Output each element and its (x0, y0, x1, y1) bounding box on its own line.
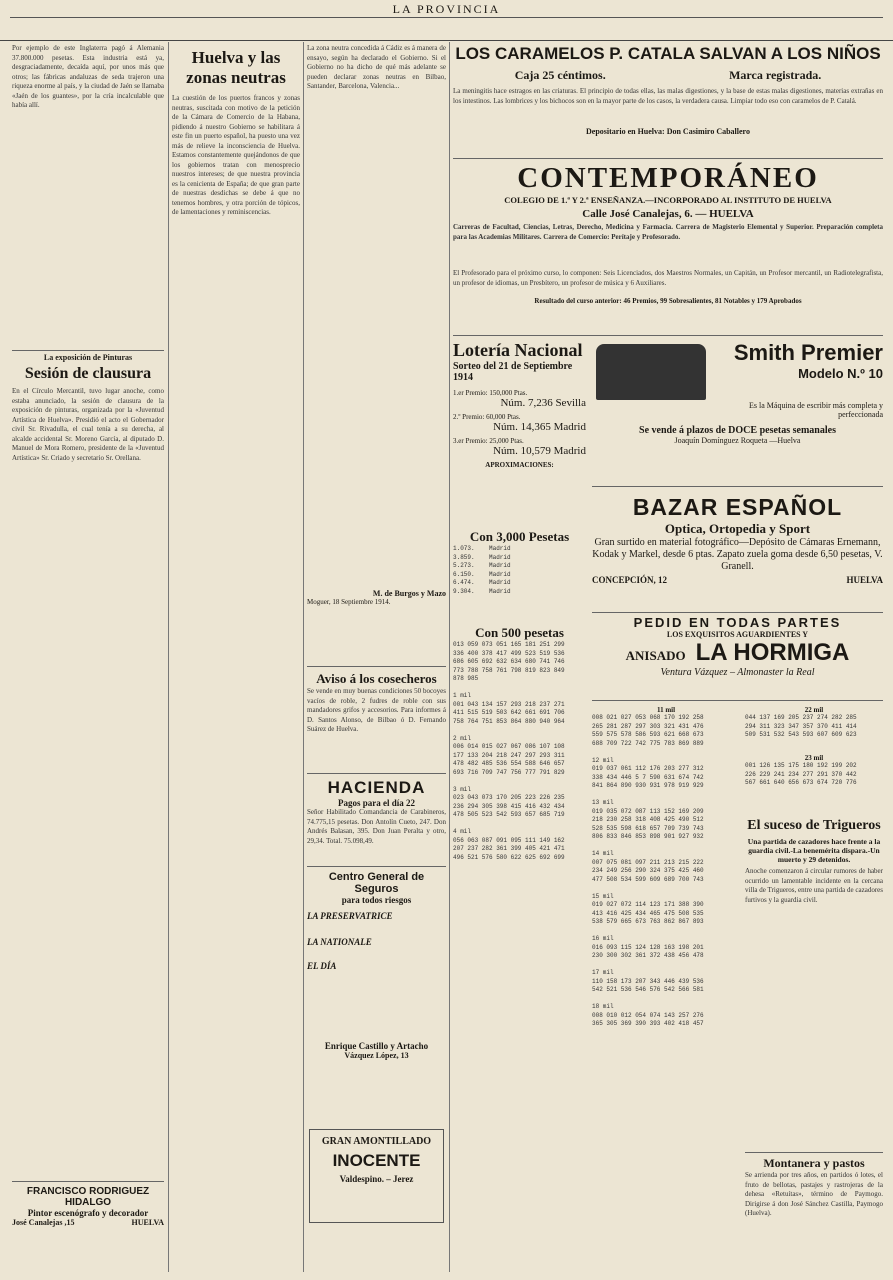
prize-2: 2.º Premio: 60,000 Ptas. (453, 413, 521, 421)
hormiga-word: LA HORMIGA (695, 639, 850, 666)
typewriter-illustration (596, 344, 706, 400)
hacienda-subtitle: Pagos para el día 22 (337, 798, 415, 808)
smith-agent: Joaquín Domínguez Roqueta —Huelva (674, 436, 801, 445)
article-lead: Una partida de cazadores hace frente a la guardia civil.-La benemérita dispara.-Un muerto y 29 detenidos. (747, 837, 881, 864)
caramelos-body: La meningitis hace estragos en las criaturas. El principio de todas ellas, las malas digestiones, y la base de estas malas digestiones, materias extrañas en los intestinos. Las lombrices y los bichocos son en la mayor parte de los casos, la verdadera causa. Limpiar todo eso con caramelos de P. Catalá. (453, 87, 883, 105)
caramelos-depot: Depositario en Huelva: Don Casimiro Caballero (586, 127, 750, 136)
section-rule (453, 335, 883, 336)
amontillado-title: GRAN AMONTILLADO (321, 1136, 432, 1147)
list-heading: 23 mil (804, 754, 824, 762)
bazar-address: CONCEPCIÓN, 12 (592, 575, 668, 585)
seguros-agent: Enrique Castillo y Artacho (324, 1041, 429, 1051)
lottery-list-b (745, 706, 883, 814)
contemporaneo-results: Resultado del curso anterior: 46 Premios, 99 Sobresalientes, 81 Notables y 179 Aprobados (534, 297, 802, 305)
column-1 (12, 44, 164, 1274)
seguros-title: Centro General de Seguros (328, 871, 425, 895)
seguros-company-2: LA NATIONALE (307, 937, 372, 947)
smith-model: Modelo N.º 10 (798, 366, 883, 381)
smith-title: Smith Premier (733, 340, 883, 365)
seguros-company-1: LA PRESERVATRICE (307, 911, 393, 921)
article-body: En el Círculo Mercantil, tuvo lugar anoche, como estaba anunciado, la sesión de clausura de la exposición de pinturas, organizada por la «Juventud Artística de Huelva». Presidió el acto el Gobernador civil Sr. Rivadulla, el cual tenía a su derecha, al alcalde accidental Sr. Moreno García, al diputado D. Manuel de Mora Romero, presidente de la «Juventud Artística» Sr. Criado y secretario Sr. Orellana. (12, 387, 164, 462)
ad-name: FRANCISCO RODRIGUEZ HIDALGO (26, 1186, 150, 1208)
loteria-title: Lotería Nacional (453, 340, 583, 360)
seguros-address: Vázquez López, 13 (344, 1051, 409, 1060)
section-rule (592, 700, 883, 701)
prize-3-number: Núm. 10,579 Madrid (493, 445, 586, 457)
article-body: Anoche comenzaron á circular rumores de haber ocurrido un lamentable incidente en la cercana villa de Trigueros, entre una partida de cazadores furtivos y la guardia civil. (745, 867, 883, 904)
bazar-body: Gran surtido en material fotográfico—Depósito de Cámaras Ernemann, Kodak y Markel, desde 6 ptas. Zapato zuela goma desde 6,50 pesetas, V. Granell. (592, 537, 883, 572)
amontillado-name: INOCENTE (332, 1151, 421, 1170)
montanera-title: Montanera y pastos (763, 1156, 865, 1170)
trigueros-article (745, 818, 883, 1148)
seguros-subtitle: para todos riesgos (341, 895, 412, 905)
with-3000-label: Con 3,000 Pesetas (469, 529, 570, 544)
amontillado-ad (309, 1129, 444, 1223)
number-grid: 001 126 135 175 180 192 199 202 226 229 241 234 277 291 370 442 567 661 640 656 673 674 720 776 (745, 762, 857, 786)
letter-date: Moguer, 18 Septiembre 1914. (307, 598, 391, 606)
caramelos-ad (453, 44, 883, 154)
list-heading: 22 mil (804, 706, 824, 714)
montanera-body: Se arrienda por tres años, en partidos ó lotes, el fruto de bellotas, pastajes y rastrojeras de la dehesa «Retuítas», término de Paymogo. Dirigirse á don José Sánchez Castilla, Paymogo (Huelva). (745, 1171, 883, 1217)
masthead (0, 0, 893, 41)
prize-1-number: Núm. 7,236 Sevilla (500, 397, 586, 409)
number-grid: 008 021 027 053 068 170 192 258 265 281 287 297 303 321 431 476 559 575 578 586 593 621 668 673 688 709 722 742 775 783 869 889 12 mil 019 037 061 112 176 203 277 312 338 434 446 5 7 590 631 674 742 841 864 890 930 931 978 919 929 13 mil 019 035 072 087 113 152 169 209 218 230 258 318 408 425 490 512 528 535 598 618 657 709 739 743 806 833 846 853 898 901 927 932 14 mil 007 075 081 097 211 213 215 222 234 249 256 290 324 375 425 460 477 508 534 599 609 689 700 743 15 mil 019 027 072 114 123 171 388 390 413 416 425 434 465 475 508 535 538 579 665 673 763 862 867 893 16 mil 016 093 115 124 128 163 198 201 230 300 302 361 372 438 456 478 17 mil 110 158 173 207 343 446 439 536 542 521 536 546 576 542 566 581 18 mil 008 010 012 054 074 143 257 276 365 305 369 390 393 402 418 457 (592, 714, 704, 1027)
column-2 (172, 44, 300, 1274)
section-rule (592, 486, 883, 487)
contemporaneo-title: CONTEMPORÁNEO (517, 162, 819, 194)
anisado-word: ANISADO (625, 648, 686, 663)
lottery-list-a (592, 706, 740, 1276)
number-grid: 013 059 073 051 165 181 251 299 336 400 378 417 499 523 519 536 686 605 692 632 634 680 741 746 773 788 758 761 798 819 823 849 878 985 1 mil 001 043 134 157 293 218 237 271 411 515 519 503 642 661 691 706 758 764 751 853 864 880 940 964 2 mil 006 014 015 027 067 086 107 108 177 133 204 218 247 297 293 311 478 482 485 536 554 588 646 657 693 716 709 747 756 777 791 829 3 mil 023 043 073 170 205 223 226 235 236 294 305 398 415 416 432 434 478 505 523 542 593 657 685 719 4 mil 056 063 087 091 095 111 149 162 207 237 282 361 399 405 421 471 496 521 576 580 622 625 692 699 (453, 641, 565, 861)
bazar-city: HUELVA (846, 575, 883, 585)
bazar-title: BAZAR ESPAÑOL (632, 494, 843, 520)
anisado-ad (592, 615, 883, 695)
caramelos-price: Caja 25 céntimos. (514, 68, 606, 82)
anisado-maker: Ventura Vázquez – Almonaster la Real (660, 667, 815, 678)
column-divider (449, 42, 450, 1272)
approximations-label: APROXIMACIONES: (485, 461, 554, 469)
contemporaneo-staff: El Profesorado para el próximo curso, lo componen: Seis Licenciados, dos Maestros Normales, un Capitán, un Profesor mercantil, un Radiotelegrafista, un profesor de idiomas, un Presbítero, un profesor de música y 6 Auxiliares. (453, 269, 883, 287)
hacienda-title: HACIENDA (327, 778, 426, 797)
prize-2-number: Núm. 14,365 Madrid (493, 421, 586, 433)
letter-signature: M. de Burgos y Mazo (372, 589, 446, 598)
smith-premier-ad (592, 340, 883, 450)
article-title: Sesión de clausura (24, 365, 152, 382)
ad-profession: Pintor escenógrafo y decorador (27, 1208, 149, 1218)
exhibit-label: La exposición de Pinturas (43, 353, 133, 362)
ad-city: HUELVA (131, 1218, 164, 1227)
section-rule (592, 612, 883, 613)
hacienda-body: Señor Habilitado Comandancia de Carabineros, 74.775,15 pesetas. Don Antolín Cueto, 247. Don Andrés Balasan, 395. Don Juan Peralta y otro, 29,34. Total. 75.098,49. (307, 808, 446, 845)
article-title: Huelva y las zonas neutras (186, 48, 286, 87)
article-intro: Por ejemplo de este Inglaterra pagó á Alemania 37.800.000 pesetas. Esta industria está ya, desgraciadamente, decaída aquí, por unos más que otros; las fábricas andaluzas de seda trajeron una riqueza enorme al país, y la ciudad de Jaén se llamaba «Jaén de los guantes», por la cría incalculable que había allí. (12, 44, 164, 109)
paper-name: LA PROVINCIA (392, 2, 501, 16)
column-divider (303, 42, 304, 1272)
article-title: El suceso de Trigueros (747, 818, 881, 833)
column-divider (168, 42, 169, 1272)
column-3 (307, 44, 446, 1274)
number-list: 1.073. Madrid 3.859. Madrid 5.273. Madrid 6.150. Madrid 6.474. Madrid 9.304. Madrid (453, 545, 511, 595)
loteria-section (453, 340, 586, 1274)
anisado-top: PEDID EN TODAS PARTES (633, 615, 842, 630)
seguros-company-3: EL DÍA (307, 961, 337, 971)
smith-tagline: Es la Máquina de escribir más completa y perfeccionada (749, 401, 883, 419)
cosecheros-title: Aviso á los cosecheros (316, 671, 437, 686)
montanera-ad (745, 1156, 883, 1274)
contemporaneo-subtitle: COLEGIO DE 1.ª Y 2.ª ENSEÑANZA.—INCORPORADO AL INSTITUTO DE HUELVA (504, 195, 832, 205)
bazar-ad (592, 494, 883, 604)
caramelos-title: LOS CARAMELOS P. CATALA SALVAN A LOS NIÑOS (455, 44, 881, 63)
contemporaneo-address: Calle José Canalejas, 6. — HUELVA (582, 208, 754, 220)
prize-3: 3.er Premio: 25,000 Ptas. (453, 437, 524, 445)
list-heading: 11 mil (656, 706, 676, 714)
masthead-rule (10, 17, 883, 18)
bazar-subtitle: Optica, Ortopedia y Sport (664, 521, 811, 536)
contemporaneo-courses: Carreras de Facultad, Ciencias, Letras, Derecho, Medicina y Farmacia. Carrera de Magisterio Elemental y Superior. Preparación completa para las Academias Militares. Carrera de Comercio: Perítaje y Profesorado. (453, 223, 883, 241)
prize-1: 1.er Premio: 150,000 Ptas. (453, 389, 528, 397)
contemporaneo-ad (453, 162, 883, 332)
letter-body: La zona neutra concedida á Cádiz es á manera de ensayo, según ha declarado el Gobierno. Si el Gobierno no ha dicho de qué más adelante se pueden declarar zonas neutras en Bilbao, Santander, Barcelona, Valencia... (307, 44, 446, 90)
section-rule (453, 158, 883, 159)
ad-address: José Canalejas ,15 (12, 1218, 75, 1227)
smith-offer: Se vende á plazos de DOCE pesetas semanales (639, 425, 836, 436)
cosecheros-body: Se vende en muy buenas condiciones 50 bocoyes vacíos de roble, 2 fudres de roble con sus mandadores grifos y accesorios. Para informes á D. Santos Alonso, de Bilbao ó D. Fernando Suárez de Huelva. (307, 687, 446, 733)
anisado-sub: LOS EXQUISITOS AGUARDIENTES Y (666, 630, 809, 639)
number-grid: 044 137 169 205 237 274 282 285 294 311 323 347 357 370 411 414 509 531 532 543 593 607 609 623 (745, 714, 857, 738)
section-rule (745, 1152, 883, 1153)
article-body: La cuestión de los puertos francos y zonas neutras, suscitada con motivo de la petición de la Cámara de Comercio de la Habana, pidiendo á nuestro Gobierno se habilitara á este fin un puerto español, ha puesto una vez más de relieve la inconsciencia de Huelva. Estamos constantemente quejándonos de que los gobiernos tratan con menosprecio nuestros intereses; de que nuestra provincia es la cenicienta de España; de que gran parte de nuestras desdichas se debe á que no tenemos hombres, y otra porción de tópicos, de lamentaciones y reminiscencias. (172, 94, 300, 216)
caramelos-brand: Marca registrada. (729, 68, 822, 82)
amontillado-origin: Valdespino. – Jerez (339, 1174, 414, 1184)
loteria-subtitle: Sorteo del 21 de Septiembre 1914 (453, 361, 573, 383)
with-500-label: Con 500 pesetas (475, 625, 564, 640)
